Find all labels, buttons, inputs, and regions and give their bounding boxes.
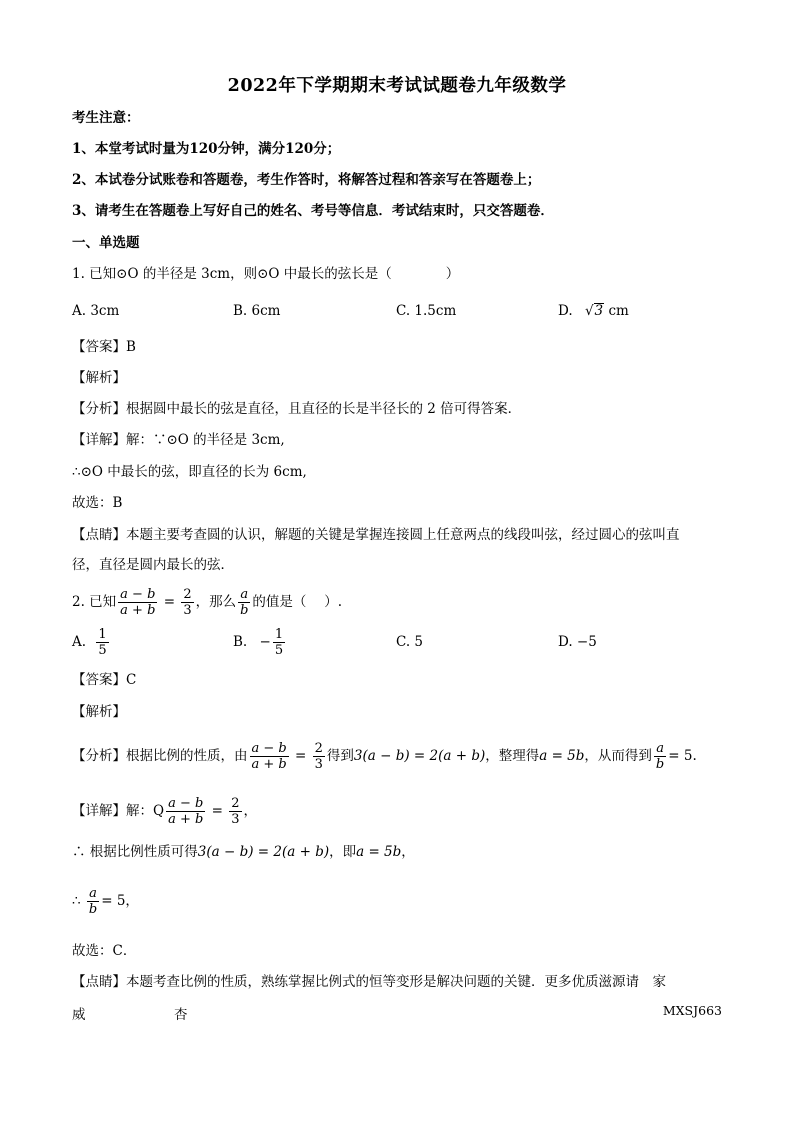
q2-fenxi: 【分析】根据比例的性质，由 $\frac{a - b}{a + b}$ = $\frac{2}{3}$ 得到3(a − b) = 2(a + b)，整理得a = 5b，从而得到 $\frac{a}{b}$ = 5. — [72, 741, 697, 772]
notice-item-1: 1、本堂考试时量为120分钟，满分120分； — [72, 141, 341, 157]
q1-option-d-radicand: 3 — [594, 303, 604, 319]
q2-stem-mid: ，那么 — [195, 594, 237, 610]
q2-answer: 【答案】C — [72, 672, 137, 688]
q2-xiangjie: 【详解】解：Q $\frac{a - b}{a + b}$ = $\frac{2}{3}$ ， — [72, 796, 257, 827]
q1-analysis-label: 【解析】 — [72, 370, 126, 386]
q2-option-c: C. 5 — [396, 634, 424, 650]
q2-frac-rhs: $\frac{2}{3}$ — [183, 587, 192, 618]
section-heading: 一、单选题 — [72, 235, 140, 251]
q1-stem: 1. 已知⊙O 的半径是 3cm，则⊙O 中最长的弦长是（ ） — [72, 266, 460, 282]
q1-option-d-unit: cm — [608, 303, 629, 319]
q1-option-b: B. 6cm — [233, 303, 281, 319]
q1-dianjing-line1: 【点睛】本题主要考查圆的认识，解题的关键是掌握连接圆上任意两点的线段叫弦，经过圆心的弦叫直 — [72, 527, 680, 543]
q1-fenxi: 【分析】根据圆中最长的弦是直径，且直径的长是半径长的 2 倍可得答案． — [72, 401, 522, 417]
q2-frac-ab: $\frac{a}{b}$ — [240, 587, 249, 618]
footer-left-char-1: 威 — [72, 1007, 86, 1023]
q2-option-d: D. −5 — [558, 634, 597, 650]
q2-stem: 2. 已知 $\frac{a - b}{a + b}$ = $\frac{2}{3}$ ，那么 $\frac{a}{b}$ 的值是（ ）. — [72, 587, 343, 618]
q2-analysis-label: 【解析】 — [72, 704, 126, 720]
q2-step3: ∴ $\frac{a}{b}$ = 5， — [72, 886, 139, 917]
q1-step2: ∴⊙O 中最长的弦，即直径的长为 6cm, — [72, 464, 307, 480]
q2-option-b: B. − $\frac{1}{5}$ — [233, 627, 284, 658]
q2-stem-prefix: 2. 已知 — [72, 594, 117, 610]
q2-step2: ∴ 根据比例性质可得3(a − b) = 2(a + b)，即a = 5b， — [72, 844, 415, 860]
page-title: 2022年下学期期末考试试题卷九年级数学 — [227, 76, 567, 96]
footer-left-char-2: 杏 — [174, 1007, 188, 1023]
q1-option-c: C. 1.5cm — [396, 303, 457, 319]
q1-answer: 【答案】B — [72, 339, 136, 355]
q2-frac-lhs: $\frac{a - b}{a + b}$ — [120, 587, 156, 618]
footer-code: MXSJ663 — [662, 1003, 722, 1018]
q1-dianjing-line2: 径，直径是圆内最长的弦． — [72, 557, 234, 573]
q2-choose: 故选：C． — [72, 943, 137, 959]
notice-heading: 考生注意： — [72, 110, 140, 126]
q1-choose: 故选：B — [72, 495, 123, 511]
q1-xiangjie: 【详解】解：∵⊙O 的半径是 3cm, — [72, 432, 285, 448]
q2-dianjing: 【点睛】本题考查比例的性质，熟练掌握比例式的恒等变形是解决问题的关键．更多优质滋源请 家 — [72, 974, 666, 990]
notice-item-2: 2、本试卷分试账卷和答题卷，考生作答时，将解答过程和答亲写在答题卷上； — [72, 172, 541, 188]
q2-stem-suffix: 的值是（ ）. — [252, 594, 343, 610]
notice-item-3: 3、请考生在答题卷上写好自己的姓名、考号等信息．考试结束时，只交答题卷． — [72, 203, 554, 219]
q1-option-d-label: D. — [558, 303, 573, 319]
q1-option-a: A. 3cm — [72, 303, 120, 319]
q2-option-a: A. $\frac{1}{5}$ — [72, 627, 107, 658]
q1-option-d: D. √3 cm — [558, 303, 629, 319]
